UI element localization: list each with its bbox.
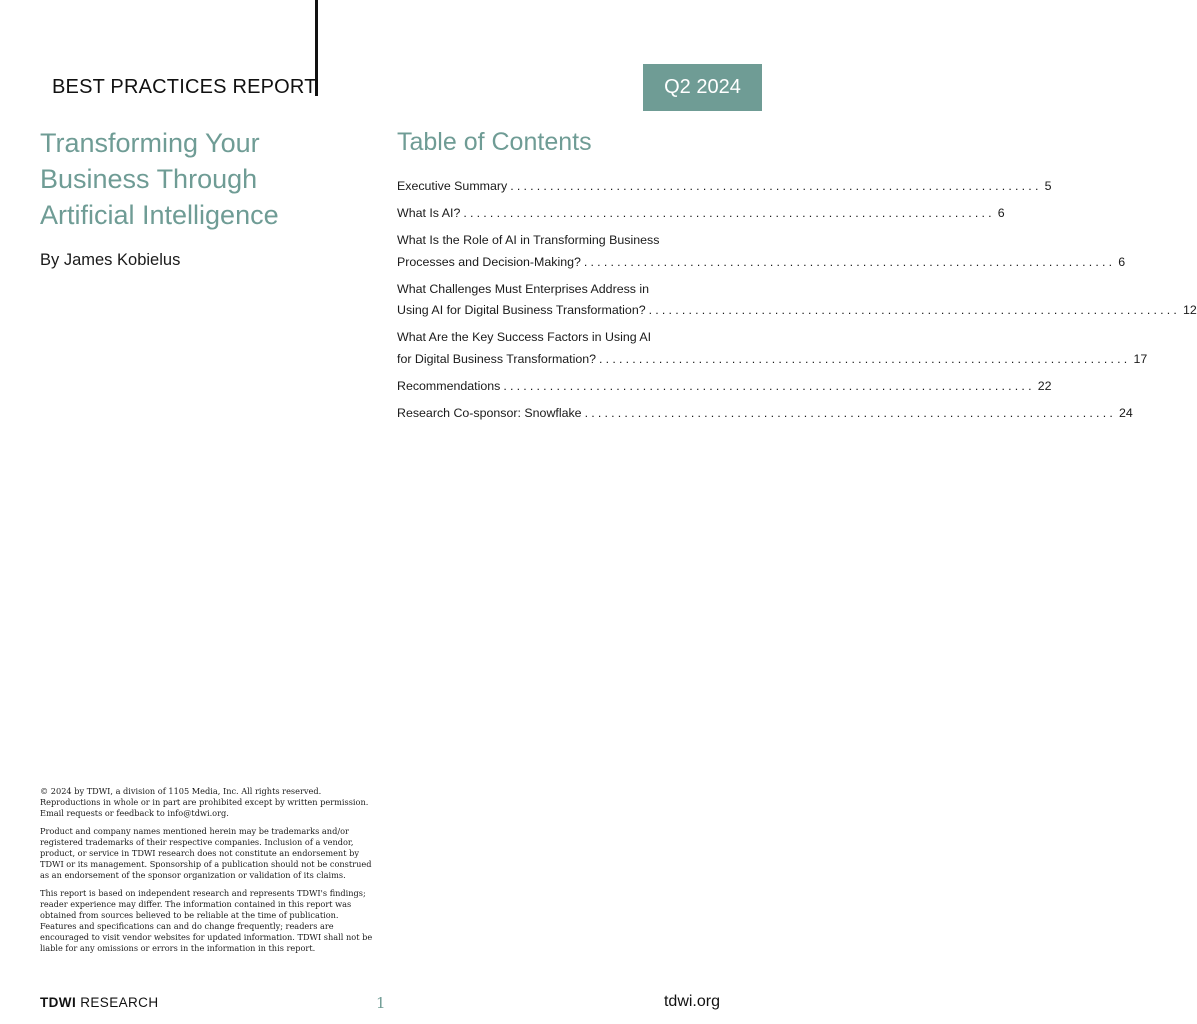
quarter-badge: Q2 2024 xyxy=(643,64,762,111)
toc-entry-title: What Is the Role of AI in Transforming Business xyxy=(397,233,660,247)
report-title-line: Business Through xyxy=(40,164,258,194)
toc-entry-line xyxy=(397,349,1148,371)
toc-page-number: 5 xyxy=(1044,179,1052,193)
toc-entry-title: What Challenges Must Enterprises Address in xyxy=(397,281,650,296)
toc-entry[interactable] xyxy=(397,327,1148,370)
toc-page-number: 24 xyxy=(1118,405,1133,420)
toc-dot-leader: ................................................................................ xyxy=(510,179,1042,193)
toc-entry-title: Executive Summary xyxy=(397,179,508,193)
report-title-line: Transforming Your xyxy=(40,128,260,158)
toc-entry-title: Processes and Decision-Making? xyxy=(397,254,581,269)
toc-entry-line xyxy=(397,376,1052,398)
toc-page-number: 22 xyxy=(1037,378,1052,393)
footer-brand xyxy=(40,995,158,1010)
toc-dot-leader: ................................................................................ xyxy=(463,206,995,220)
table-of-contents xyxy=(397,124,1197,430)
toc-entry-line xyxy=(397,252,1126,274)
toc-entry-title: What Are the Key Success Factors in Using AI xyxy=(397,330,652,344)
toc-entry[interactable] xyxy=(397,176,1052,198)
toc-entry-line xyxy=(397,327,722,349)
toc-entry-title: What Is AI? xyxy=(397,206,461,220)
toc-dot-leader: ................................................................................ xyxy=(583,254,1116,269)
toc-entry-line xyxy=(397,230,722,252)
footer-website: tdwi.org xyxy=(663,993,720,1010)
page-number: 1 xyxy=(376,994,386,1012)
toc-heading: Table of Contents xyxy=(397,128,592,156)
toc-entry-title: Using AI for Digital Business Transformation? xyxy=(397,303,646,317)
footer-brand-rest: RESEARCH xyxy=(80,995,159,1010)
toc-entry[interactable] xyxy=(397,203,1005,225)
toc-entry[interactable] xyxy=(397,403,1133,425)
toc-entry[interactable] xyxy=(397,279,1197,322)
toc-page-number: 17 xyxy=(1133,351,1148,366)
toc-entry-line xyxy=(397,279,722,301)
toc-dot-leader: ................................................................................ xyxy=(584,405,1116,420)
toc-entry-line xyxy=(397,203,1005,225)
toc-dot-leader: ................................................................................ xyxy=(599,351,1131,366)
toc-list xyxy=(397,176,1197,424)
toc-entry-line xyxy=(397,403,1133,425)
toc-page-number: 6 xyxy=(997,206,1005,220)
report-title-line: Artificial Intelligence xyxy=(40,200,279,230)
toc-dot-leader: ................................................................................ xyxy=(648,303,1181,317)
disclaimer-notice: This report is based on independent research and represents TDWI's findings; reader experience may differ. The information contained in this report was obtained from sources believed to be reliable at the time of publication. Features and specifications can and do change frequently; readers are encouraged to visit vendor websites for updated information. TDWI shall not be liable for any omissions or errors in the information in this report. xyxy=(40,888,373,953)
legal-notice xyxy=(40,786,375,961)
report-title xyxy=(40,125,340,233)
copyright-notice: © 2024 by TDWI, a division of 1105 Media, Inc. All rights reserved. Reproductions in whole or in part are prohibited except by written permission. Email requests or feedback to info@tdwi.org. xyxy=(40,786,369,818)
toc-entry-title: Recommendations xyxy=(397,378,501,393)
toc-entry-line xyxy=(397,176,1052,198)
report-type-label: BEST PRACTICES REPORT xyxy=(52,76,317,98)
trademark-notice: Product and company names mentioned herein may be trademarks and/or registered trademarks of their respective companies. Inclusion of a vendor, product, or service in TDWI research does not constitute an endorsement by TDWI or its management. Sponsorship of a publication should not be construed as an endorsement of the sponsor organization or validation of its claims. xyxy=(40,826,372,880)
footer-brand-bold: TDWI xyxy=(40,995,77,1010)
toc-dot-leader: ................................................................................ xyxy=(503,378,1035,393)
toc-entry-title: for Digital Business Transformation? xyxy=(397,351,597,366)
toc-entry[interactable] xyxy=(397,376,1052,398)
toc-page-number: 6 xyxy=(1118,254,1126,269)
author-byline: By James Kobielus xyxy=(40,251,181,269)
toc-entry-title: Research Co-sponsor: Snowflake xyxy=(397,405,582,420)
toc-entry[interactable] xyxy=(397,230,1126,273)
toc-page-number: 12 xyxy=(1183,303,1197,317)
toc-entry-line xyxy=(397,300,1197,322)
